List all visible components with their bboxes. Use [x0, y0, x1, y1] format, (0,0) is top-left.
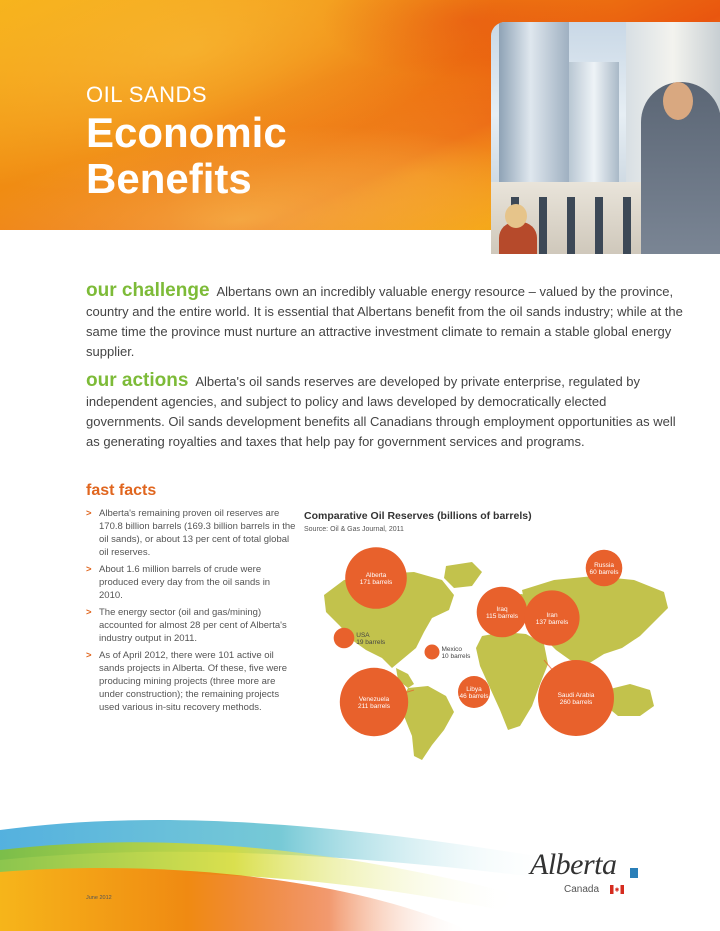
bubble-name-label: Mexico	[441, 646, 463, 653]
bubble-name-label: Saudi Arabia	[557, 692, 595, 699]
bubble-value-label: 46 barrels	[459, 693, 489, 700]
challenge-text: Albertans own an incredibly valuable energy resource – valued by the province, country and the entire world. It is essential that Albertans benefit from the oil sands industry; while at the same time the province must nurture an attractive investment climate to remain a stable global energy supplier.	[86, 284, 683, 359]
fast-fact-item: > About 1.6 million barrels of crude were produced every day from the oil sands in 2010.	[86, 564, 271, 601]
bubble-value-label: 211 barrels	[357, 703, 391, 710]
bubble-circle	[425, 645, 440, 660]
bubble-circle	[334, 628, 355, 649]
africa-shape	[476, 632, 548, 730]
actions-paragraph	[86, 371, 686, 452]
world-map-chart	[304, 540, 674, 765]
canada-flag-icon	[610, 885, 624, 894]
bubble-name-label: USA	[356, 632, 370, 639]
bubble-value-label: 137 barrels	[535, 619, 569, 626]
bubble-value-label: 10 barrels	[441, 653, 471, 660]
fast-fact-item: > Alberta's remaining proven oil reserves are 170.8 billion barrels (169.3 billion barrels in the oil sands), or about 13 per cent of total global oil reserves.	[86, 508, 296, 558]
bubble-name-label: Alberta	[365, 572, 387, 579]
page-title-line1: Economic	[86, 109, 287, 156]
bubble-iran	[524, 590, 579, 645]
bubble-value-label: 19 barrels	[356, 639, 386, 646]
bubble-saudi-arabia	[538, 660, 614, 736]
logo-accent-bar	[630, 868, 638, 878]
fast-fact-item: > The energy sector (oil and gas/mining) accounted for almost 28 per cent of Alberta's industry output in 2011.	[86, 607, 287, 644]
bubble-value-label: 260 barrels	[559, 699, 593, 706]
challenge-lead: our challenge	[86, 280, 210, 301]
bubble-name-label: Venezuela	[358, 696, 390, 703]
chart-source: Source: Oil & Gas Journal, 2011	[304, 526, 404, 533]
page-title-line2: Benefits	[86, 155, 252, 202]
bubble-russia	[586, 550, 623, 587]
challenge-paragraph	[86, 281, 686, 362]
bubble-libya	[458, 676, 490, 708]
kicker-text: OIL SANDS	[86, 82, 208, 107]
logo-wordmark: Alberta	[530, 848, 617, 881]
bubble-name-label: Libya	[466, 686, 482, 693]
bubble-value-label: 60 barrels	[589, 569, 619, 576]
header-photo	[491, 22, 720, 254]
chart-title: Comparative Oil Reserves (billions of barrels)	[304, 510, 532, 522]
bubble-iraq	[477, 587, 528, 638]
bubble-name-label: Iran	[546, 612, 558, 619]
actions-text: Alberta's oil sands reserves are developed by private enterprise, regulated by independent agencies, and subject to policy and laws developed by democratically elected governments. Oil sands development benefits all Canadians through employment opportunities as well as generating royalties and taxes that help pay for government services and programs.	[86, 374, 676, 449]
fast-facts-list	[86, 507, 296, 718]
alberta-logo	[530, 848, 640, 898]
bubble-name-label: Iraq	[496, 606, 508, 613]
greenland-shape	[444, 562, 482, 588]
bubble-alberta	[345, 547, 407, 609]
fast-fact-item: > As of April 2012, there were 101 active oil sands projects in Alberta. Of these, five were producing mining projects (three more are under construction); the remaining projects used various in-situ recovery methods.	[86, 650, 287, 713]
fast-facts-heading: fast facts	[86, 482, 157, 499]
publication-date: June 2012	[86, 895, 112, 901]
bubble-value-label: 171 barrels	[359, 579, 393, 586]
bubble-name-label: Russia	[594, 562, 614, 569]
bubble-value-label: 115 barrels	[485, 613, 519, 620]
bubble-mexico	[425, 645, 472, 661]
actions-lead: our actions	[86, 370, 189, 391]
south-america-shape	[402, 686, 454, 760]
logo-country: Canada	[564, 884, 600, 895]
